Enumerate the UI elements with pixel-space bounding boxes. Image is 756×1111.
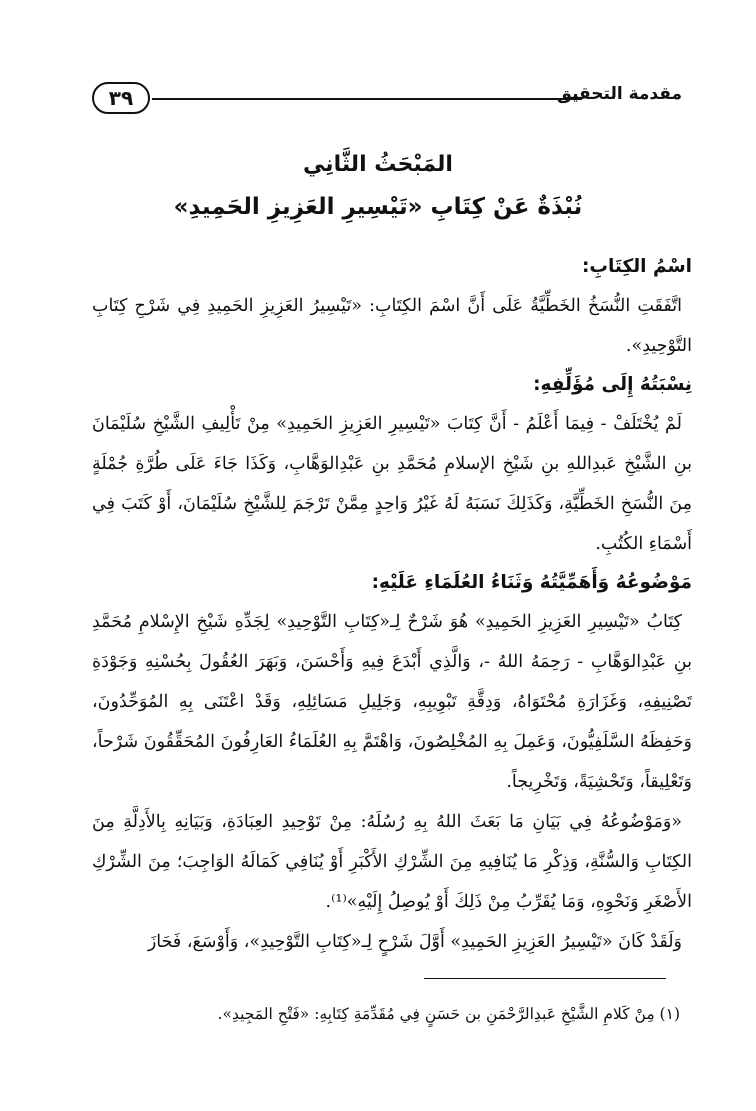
page-number: ٣٩ (92, 82, 150, 114)
attribution-heading: نِسْبَتُهُ إِلَى مُؤَلِّفِهِ: (533, 374, 692, 395)
subject-paragraph-1: كِتَابُ «تَيْسِيرِ العَزِيزِ الحَمِيدِ» هُوَ شَرْحٌ لِـ«كِتَابِ التَّوْحِيدِ» لِجَدِّهِ شَيْخِ الإِسْلامِ مُحَمَّدِ بنِ عَبْدِالوَهَّابِ - رَحِمَهُ اللهُ -، وَالَّذِي أَبْدَعَ فِيهِ وَأَحْسَنَ، وَبَهَرَ العُقُولَ بِحُسْنِهِ وَجَوْدَةِ تَصْنِيفِهِ، وَغَزَارَةِ مُحْتَوَاهُ، وَدِقَّةِ تَبْوِيبِهِ، وَجَلِيلِ مَسَائِلِهِ، وَقَدْ اعْتَنَى بِهِ المُوَحِّدُونَ، وَحَفِظَهُ السَّلَفِيُّونَ، وَعَمِلَ بِهِ المُخْلِصُونَ، وَاهْتَمَّ بِهِ العُلَمَاءُ العَارِفُونَ المُحَقِّقُونَ شَرْحاً، وَتَعْلِيقاً، وَتَحْشِيَةً، وَتَخْرِيجاً. (92, 612, 692, 792)
attribution-paragraph: لَمْ يُخْتَلَفْ - فِيمَا أَعْلَمُ - أَنَّ كِتَابَ «تَيْسِيرِ العَزِيزِ الحَمِيدِ» مِنْ تَأْلِيفِ الشَّيْخِ سُلَيْمَانَ بنِ الشَّيْخِ عَبدِاللهِ بنِ شَيْخِ الإسلامِ مُحَمَّدِ بنِ عَبْدِالوَهَّابِ، وَكَذَا جَاءَ عَلَى طُرَّةِ جُمْلَةٍ مِنَ النُّسَخِ الخَطِّيَّةِ، وَكَذَلِكَ نَسَبَهُ لَهُ غَيْرُ وَاحِدٍ مِمَّنْ تَرْجَمَ لِلشَّيْخِ سُلَيْمَانَ، أَوْ كَتَبَ فِي أَسْمَاءِ الكُتُبِ. (92, 414, 692, 554)
book-name-paragraph: اتَّفَقَتِ النُّسَخُ الخَطِّيَّةُ عَلَى أَنَّ اسْمَ الكِتَابِ: «تَيْسِيرُ العَزِيزِ الحَمِيدِ فِي شَرْحِ كِتَابِ التَّوْحِيدِ». (92, 296, 692, 356)
book-name-heading: اسْمُ الكِتَابِ: (581, 256, 692, 277)
subject-paragraph-3: وَلَقَدْ كَانَ «تَيْسِيرُ العَزِيزِ الحَمِيدِ» أَوَّلَ شَرْحٍ لِـ«كِتَابِ التَّوْحِيدِ»، وَأَوْسَعَ، فَحَازَ (147, 932, 682, 952)
footnote: (١) مِنْ كَلامِ الشَّيْخِ عَبدِالرَّحْمَنِ بن حَسَنٍ فِي مُقَدِّمَةِ كِتَابِهِ: «فَتْحِ المَجِيدِ». (217, 1005, 680, 1023)
subject-heading: مَوْضُوعُهُ وَأَهَمِّيَّتُهُ وَثَنَاءُ العُلَمَاءِ عَلَيْهِ: (371, 572, 692, 593)
subject-section (92, 564, 692, 962)
section-subtitle: نُبْذَةٌ عَنْ كِتَابِ «تَيْسِيرِ العَزِيزِ الحَمِيدِ» (173, 194, 583, 220)
book-name-section (92, 248, 692, 366)
footnote-rule (424, 978, 666, 979)
header-rule (152, 98, 582, 100)
subject-paragraph-2: «وَمَوْضُوعُهُ فِي بَيَانِ مَا بَعَثَ اللهُ بِهِ رُسُلَهُ: مِنْ تَوْحِيدِ العِبَادَةِ، وَبَيَانِهِ بِالأَدِلَّةِ مِنَ الكِتَابِ وَالسُّنَّةِ، وَذِكْرِ مَا يُنَافِيهِ مِنَ الشِّرْكِ الأَكْبَرِ أَوْ يُنَافِي كَمَالَهُ الوَاجِبَ؛ مِنَ الشِّرْكِ الأَصْغَرِ وَنَحْوِهِ، وَمَا يُقَرِّبُ مِنْ ذَلِكَ أَوْ يُوصِلُ إِلَيْهِ»⁽¹⁾. (92, 812, 692, 912)
running-title: مقدمة التحقيق (556, 84, 682, 104)
attribution-section (92, 366, 692, 564)
section-title: المَبْحَثُ الثَّانِي (303, 152, 453, 177)
running-header (92, 76, 682, 116)
